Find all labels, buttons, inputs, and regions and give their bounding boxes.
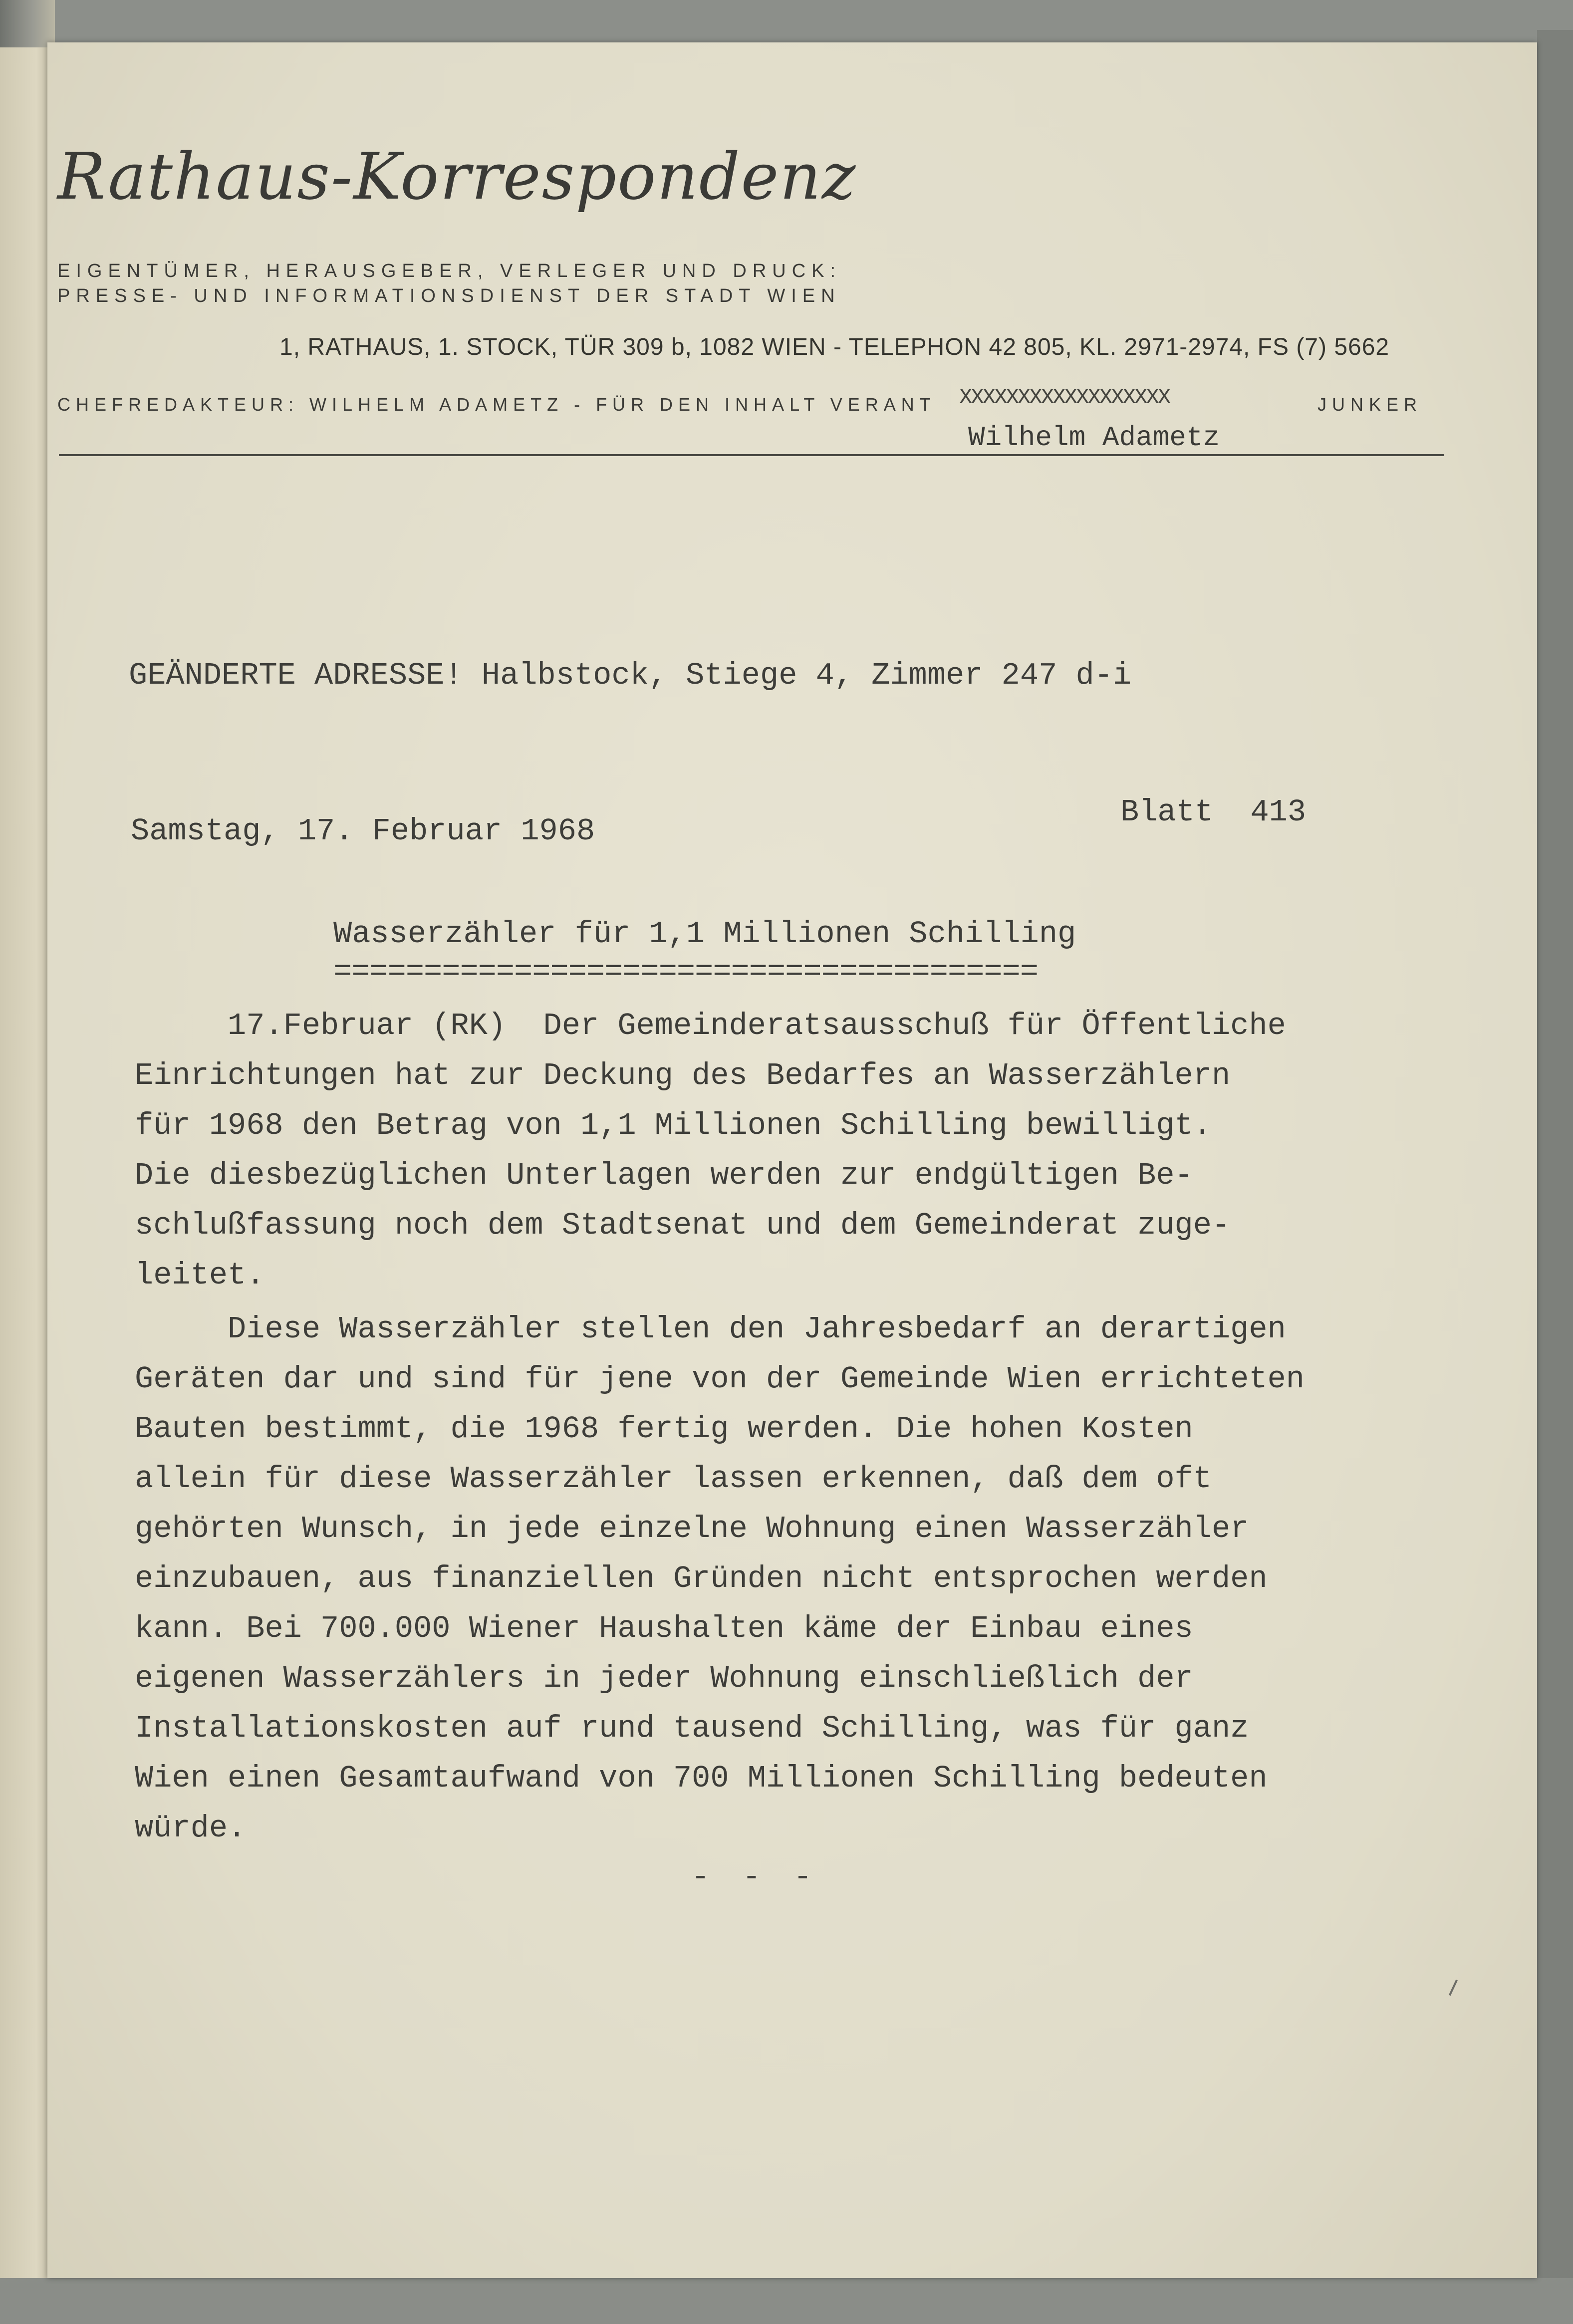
issue-date: Samstag, 17. Februar 1968: [131, 813, 595, 849]
article-line: Installationskosten auf rund tausend Schilling, was für ganz: [135, 1711, 1249, 1746]
masthead-owner-line-2: PRESSE- UND INFORMATIONSDIENST DER STADT WIEN: [57, 285, 841, 306]
masthead-editor-tail: JUNKER: [1317, 394, 1423, 415]
article-line: Bauten bestimmt, die 1968 fertig werden. Die hohen Kosten: [135, 1411, 1193, 1447]
masthead-rule: [59, 454, 1444, 456]
sheet-value: 413: [1250, 794, 1307, 830]
masthead-editor-line: CHEFREDAKTEUR: WILHELM ADAMETZ - FÜR DEN INHALT VERANT: [57, 394, 936, 415]
headline-underline: =======================================: [333, 954, 1039, 990]
article-line: schlußfassung noch dem Stadtsenat und dem Gemeinderat zuge-: [135, 1208, 1231, 1243]
struck-out-name: XXXXXXXXXXXXXXXXXX: [959, 385, 1170, 410]
article-line: würde.: [135, 1810, 247, 1846]
article-line: Wien einen Gesamtaufwand von 700 Millionen Schilling bedeuten: [135, 1761, 1268, 1796]
backdrop-right: [1537, 30, 1573, 2324]
article-line: für 1968 den Betrag von 1,1 Millionen Schilling bewilligt.: [135, 1108, 1212, 1143]
sheet-number: [1120, 794, 1306, 830]
article-line: kann. Bei 700.000 Wiener Haushalten käme der Einbau eines: [135, 1611, 1193, 1646]
masthead-address: 1, RATHAUS, 1. STOCK, TÜR 309 b, 1082 WIEN - TELEPHON 42 805, KL. 2971-2974, FS (7) 5662: [279, 334, 1390, 360]
article-line: Diese Wasserzähler stellen den Jahresbedarf an derartigen: [135, 1311, 1286, 1347]
binder-edge: [0, 47, 54, 2278]
masthead-title: Rathaus-Korrespondenz: [57, 140, 857, 214]
article-line: allein für diese Wasserzähler lassen erkennen, daß dem oft: [135, 1461, 1212, 1497]
changed-address-notice: GEÄNDERTE ADRESSE! Halbstock, Stiege 4, Zimmer 247 d-i: [129, 658, 1132, 693]
article-line: gehörten Wunsch, in jede einzelne Wohnung einen Wasserzähler: [135, 1511, 1249, 1547]
end-mark: - - -: [691, 1859, 819, 1895]
masthead-owner-line-1: EIGENTÜMER, HERAUSGEBER, VERLEGER UND DRUCK:: [57, 260, 842, 281]
sheet-label: Blatt: [1120, 794, 1214, 830]
article-line: Geräten dar und sind für jene von der Gemeinde Wien errichteten: [135, 1361, 1305, 1397]
article-line: 17.Februar (RK) Der Gemeinderatsausschuß für Öffentliche: [135, 1008, 1286, 1043]
article-line: Einrichtungen hat zur Deckung des Bedarfes an Wasserzählern: [135, 1058, 1231, 1093]
article-line: leitet.: [135, 1258, 265, 1293]
typed-correction: Wilhelm Adametz: [968, 422, 1220, 454]
backdrop-bottom: [0, 2278, 1573, 2324]
article-line: eigenen Wasserzählers in jeder Wohnung einschließlich der: [135, 1661, 1193, 1696]
article-line: einzubauen, aus finanziellen Gründen nicht entsprochen werden: [135, 1561, 1268, 1596]
article-headline: Wasserzähler für 1,1 Millionen Schilling: [333, 916, 1076, 952]
article-line: Die diesbezüglichen Unterlagen werden zur endgültigen Be-: [135, 1158, 1193, 1193]
